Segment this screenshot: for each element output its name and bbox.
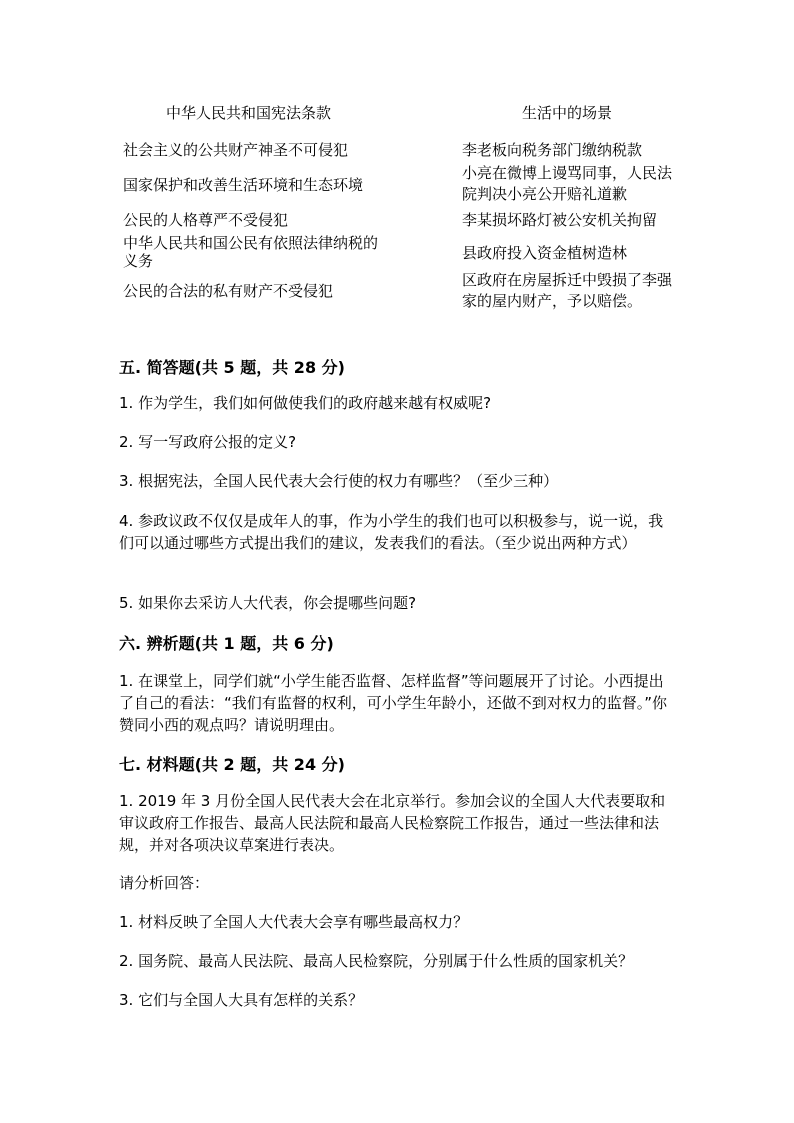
- section-6-title: 六. 辨析题(共 1 题，共 6 分): [119, 634, 334, 653]
- s6-question-1: 1. 在课堂上，同学们就“小学生能否监督、怎样监督”等问题展开了讨论。小西提出了自己的看法：“我们有监督的权利，可小学生年龄小，还做不到对权力的监督。”你赞同小西的观点吗？请说明理由。: [119, 672, 668, 734]
- right-item-5: 区政府在房屋拆迁中毁损了李强家的屋内财产，予以赔偿。: [462, 271, 673, 310]
- s7-question-1: 1. 材料反映了全国人大代表大会享有哪些最高权力？: [119, 913, 469, 931]
- left-item-1: 社会主义的公共财产神圣不可侵犯: [123, 141, 349, 159]
- s5-question-5: 5. 如果你去采访人大代表，你会提哪些问题?: [119, 594, 417, 612]
- s7-material: 1. 2019 年 3 月份全国人民代表大会在北京举行。参加会议的全国人大代表要取和审议政府工作报告、最高人民法院和最高人民检察院工作报告，通过一些法律和法规，并对各项决议草案进行表决。: [119, 792, 666, 854]
- section-7-title: 七. 材料题(共 2 题，共 24 分): [119, 755, 345, 774]
- s7-prompt: 请分析回答：: [119, 874, 210, 892]
- right-item-4: 县政府投入资金植树造林: [462, 244, 628, 262]
- left-item-5: 公民的合法的私有财产不受侵犯: [123, 282, 334, 300]
- right-item-2: 小亮在微博上谩骂同事，人民法院判决小亮公开赔礼道歉: [462, 164, 673, 203]
- right-column-header: 生活中的场景: [522, 104, 613, 122]
- left-column-header: 中华人民共和国宪法条款: [166, 104, 332, 122]
- left-item-4: 中华人民共和国公民有依照法律纳税的义务: [123, 234, 379, 268]
- left-item-2: 国家保护和改善生活环境和生态环境: [123, 176, 364, 194]
- s7-question-2: 2. 国务院、最高人民法院、最高人民检察院，分别属于什么性质的国家机关？: [119, 952, 634, 970]
- s5-question-3: 3. 根据宪法，全国人民代表大会行使的权力有哪些？（至少三种）: [119, 472, 559, 490]
- left-item-3: 公民的人格尊严不受侵犯: [123, 211, 289, 229]
- s5-question-2: 2. 写一写政府公报的定义?: [119, 433, 297, 451]
- right-item-3: 李某损坏路灯被公安机关拘留: [462, 211, 658, 229]
- s7-question-3: 3. 它们与全国人大具有怎样的关系？: [119, 991, 364, 1009]
- section-5-title: 五. 简答题(共 5 题，共 28 分): [119, 358, 345, 377]
- s5-question-4: 4. 参政议政不仅仅是成年人的事，作为小学生的我们也可以积极参与，说一说，我们可以通过哪些方式提出我们的建议，发表我们的看法。（至少说出两种方式）: [119, 512, 664, 552]
- right-item-1: 李老板向税务部门缴纳税款: [462, 141, 643, 159]
- s5-question-1: 1. 作为学生，我们如何做使我们的政府越来越有权威呢?: [119, 394, 492, 412]
